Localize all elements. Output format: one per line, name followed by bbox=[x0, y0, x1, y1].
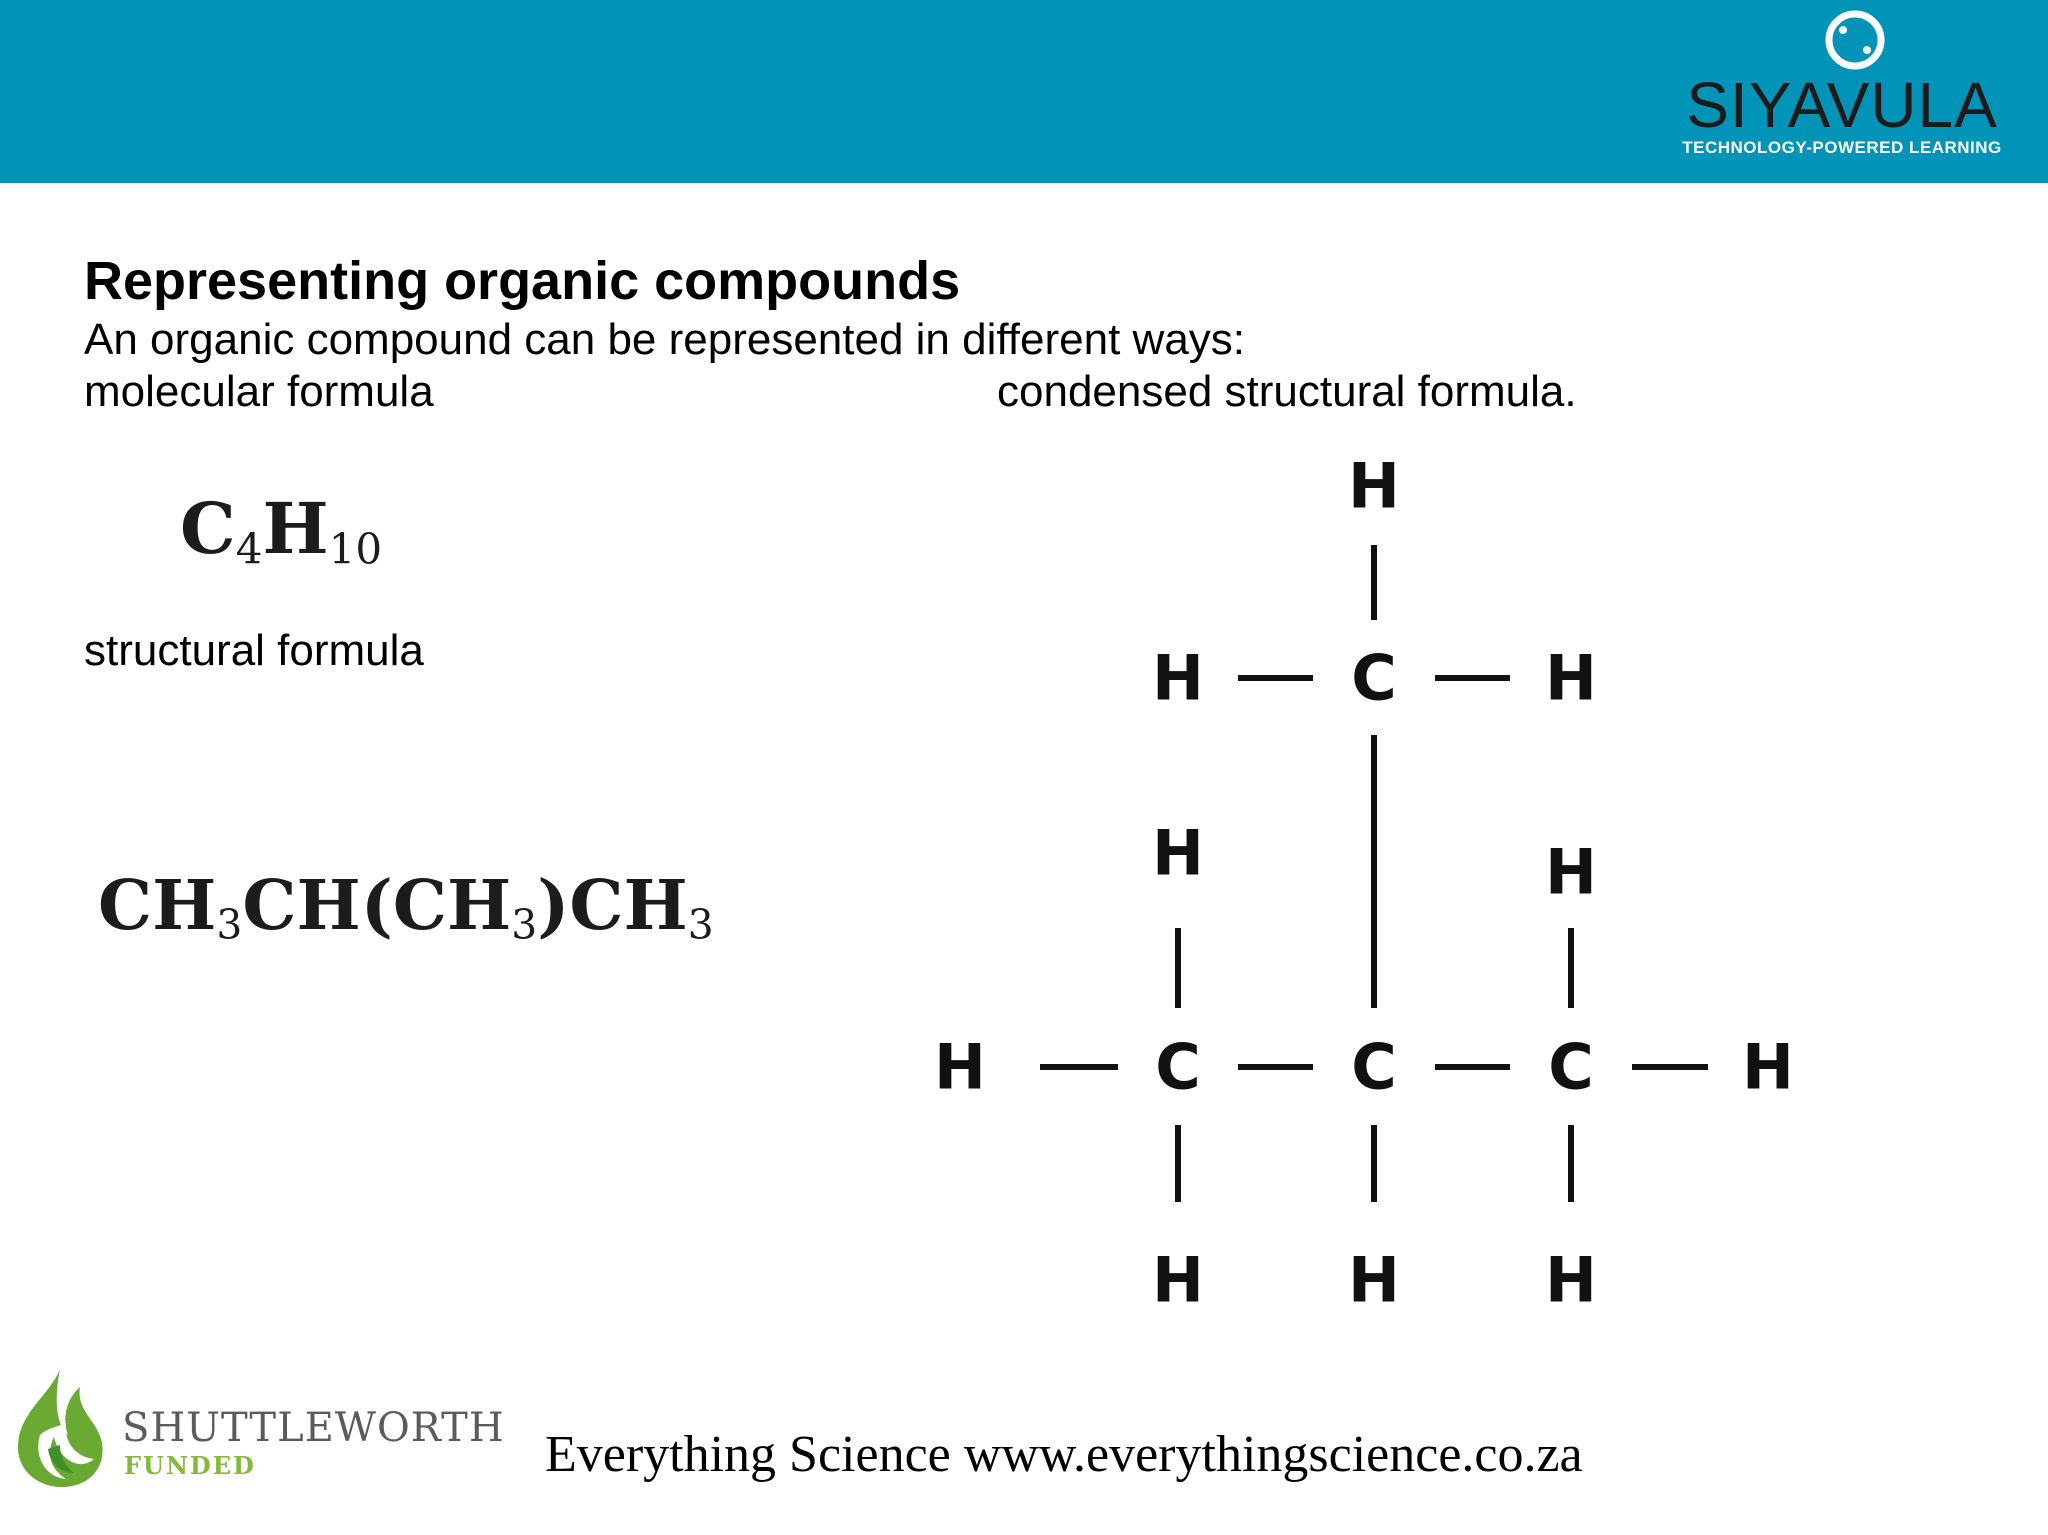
hydrogen-atom: H bbox=[1545, 641, 1597, 715]
carbon-atom: C bbox=[1155, 1030, 1201, 1104]
slide-title: Representing organic compounds bbox=[84, 251, 961, 311]
flame-leaf-icon bbox=[10, 1365, 110, 1490]
intro-text: An organic compound can be represented in different ways: bbox=[84, 315, 1246, 364]
logo-tagline: TECHNOLOGY-POWERED LEARNING bbox=[1682, 138, 2002, 157]
hydrogen-atom: H bbox=[1152, 816, 1204, 890]
formula-subscript: 3 bbox=[511, 901, 538, 950]
molecular-formula bbox=[180, 487, 382, 574]
header-banner bbox=[0, 0, 2048, 183]
formula-part: )CH bbox=[537, 866, 688, 946]
hydrogen-atom: H bbox=[1742, 1030, 1794, 1104]
footer-text: Everything Science www.everythingscience.co.za bbox=[545, 1426, 1583, 1483]
sponsor-subtitle: FUNDED bbox=[124, 1451, 256, 1480]
label-molecular-formula: molecular formula bbox=[84, 367, 434, 416]
label-structural-formula: structural formula bbox=[84, 626, 424, 675]
siyavula-ring-icon bbox=[1823, 8, 1887, 72]
bonds bbox=[1040, 545, 1708, 1202]
formula-subscript: 4 bbox=[235, 524, 263, 574]
sponsor-name: SHUTTLEWORTH bbox=[122, 1405, 505, 1451]
label-condensed-formula: condensed structural formula. bbox=[997, 367, 1577, 416]
hydrogen-atom: H bbox=[1152, 641, 1204, 715]
carbon-atom: C bbox=[1351, 641, 1397, 715]
hydrogen-atom: H bbox=[1348, 1243, 1400, 1317]
formula-subscript: 3 bbox=[216, 901, 243, 950]
hydrogen-atom: H bbox=[934, 1030, 986, 1104]
formula-subscript: 10 bbox=[328, 524, 383, 574]
formula-symbol: H bbox=[262, 487, 329, 570]
condensed-formula bbox=[98, 866, 714, 949]
hydrogen-atom: H bbox=[1545, 1243, 1597, 1317]
carbon-atom: C bbox=[1351, 1030, 1397, 1104]
carbon-atom: C bbox=[1548, 1030, 1594, 1104]
logo-wordmark: SIYAVULA bbox=[1686, 69, 1998, 141]
shuttleworth-logo bbox=[10, 1365, 505, 1490]
formula-part: CH(CH bbox=[242, 866, 512, 946]
formula-subscript: 3 bbox=[687, 901, 714, 950]
siyavula-logo bbox=[1664, 6, 2024, 166]
hydrogen-atom: H bbox=[1545, 835, 1597, 909]
formula-part: CH bbox=[98, 866, 217, 946]
hydrogen-atom: H bbox=[1152, 1243, 1204, 1317]
hydrogen-atom: H bbox=[1348, 449, 1400, 523]
formula-symbol: C bbox=[180, 487, 236, 570]
